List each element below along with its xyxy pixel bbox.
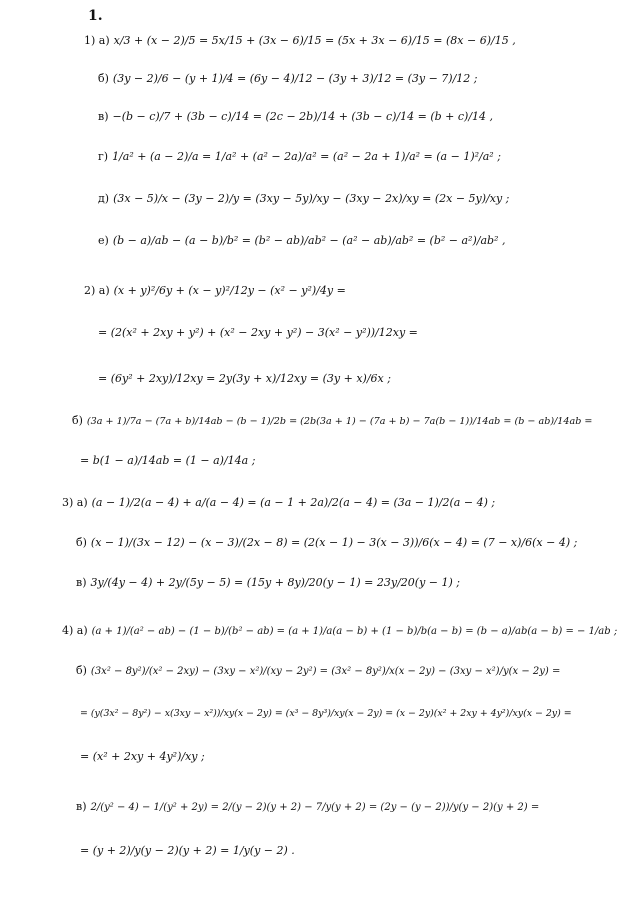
line-text: (a − 1)/2(a − 4) + a/(a − 4) = (a − 1 + 2a)/2(a − 4) = (3a − 1)/2(a − 4) ; bbox=[91, 496, 496, 509]
line-3b bbox=[76, 536, 577, 550]
line-text: = (x² + 2xy + 4y²)/xy ; bbox=[80, 750, 205, 763]
line-text: = (2(x² + 2xy + y²) + (x² − 2xy + y²) − 3(x² − y²))/12xy = bbox=[98, 326, 418, 339]
line-label: 1) а) bbox=[84, 34, 110, 47]
line-2a-cont2 bbox=[98, 372, 391, 386]
line-text: (3y − 2)/6 − (y + 1)/4 = (6y − 4)/12 − (3y + 3)/12 = (3y − 7)/12 ; bbox=[112, 72, 478, 85]
line-text: (x + y)²/6y + (x − y)²/12y − (x² − y²)/4y = bbox=[113, 284, 346, 297]
line-4a bbox=[62, 624, 617, 639]
line-4b-cont1 bbox=[80, 706, 572, 721]
line-text: (3a + 1)/7a − (7a + b)/14ab − (b − 1)/2b = (2b(3a + 1) − (7a + b) − 7a(b − 1))/14ab = (b − ab)/14ab = bbox=[86, 416, 593, 427]
line-label: 3) а) bbox=[62, 496, 88, 509]
line-label: г) bbox=[98, 150, 109, 163]
line-3v bbox=[76, 576, 460, 590]
line-1g bbox=[98, 150, 501, 164]
line-text: = (y + 2)/y(y − 2)(y + 2) = 1/y(y − 2) . bbox=[80, 844, 295, 857]
line-1e bbox=[98, 234, 505, 248]
line-text: = b(1 − a)/14ab = (1 − a)/14a ; bbox=[80, 454, 256, 467]
line-label: 4) а) bbox=[62, 624, 88, 637]
line-label: б) bbox=[72, 414, 83, 427]
line-text: −(b − c)/7 + (3b − c)/14 = (2c − 2b)/14 + (3b − c)/14 = (b + c)/14 , bbox=[112, 110, 494, 123]
line-4b bbox=[76, 664, 560, 679]
line-text: = (6y² + 2xy)/12xy = 2y(3y + x)/12xy = (3y + x)/6x ; bbox=[98, 372, 391, 385]
line-2a bbox=[84, 284, 346, 298]
line-2a-cont1 bbox=[98, 326, 418, 340]
line-1v bbox=[98, 110, 493, 124]
line-2b-cont bbox=[80, 454, 255, 468]
line-2b bbox=[72, 414, 592, 429]
exercise-number: 1. bbox=[88, 8, 103, 24]
line-label: б) bbox=[76, 664, 87, 677]
line-4v bbox=[76, 800, 539, 815]
line-text: (x − 1)/(3x − 12) − (x − 3)/(2x − 8) = (2(x − 1) − 3(x − 3))/6(x − 4) = (7 − x)/6(x − 4) ; bbox=[90, 536, 578, 549]
line-4v-cont bbox=[80, 844, 295, 858]
line-3a bbox=[62, 496, 495, 510]
line-4b-cont2 bbox=[80, 750, 205, 764]
line-label: 2) а) bbox=[84, 284, 110, 297]
line-text: 2/(y² − 4) − 1/(y² + 2y) = 2/(y − 2)(y + 2) − 7/y(y + 2) = (2y − (y − 2))/y(y − 2)(y + 2) = bbox=[90, 802, 540, 813]
line-label: д) bbox=[98, 192, 110, 205]
line-label: в) bbox=[98, 110, 109, 123]
line-label: в) bbox=[76, 576, 87, 589]
line-label: б) bbox=[98, 72, 109, 85]
line-text: 3y/(4y − 4) + 2y/(5y − 5) = (15y + 8y)/20(y − 1) = 23y/20(y − 1) ; bbox=[90, 576, 461, 589]
line-text: (3x² − 8y²)/(x² − 2xy) − (3xy − x²)/(xy − 2y²) = (3x² − 8y²)/x(x − 2y) − (3xy − x²)/y(x − 2y) = bbox=[90, 666, 561, 677]
line-1b bbox=[98, 72, 478, 86]
line-text: = (y(3x² − 8y²) − x(3xy − x²))/xy(x − 2y) = (x³ − 8y³)/xy(x − 2y) = (x − 2y)(x² + 2xy + 4y²)/xy(x − 2y) = bbox=[80, 708, 572, 719]
line-1d bbox=[98, 192, 509, 206]
line-text: (b − a)/ab − (a − b)/b² = (b² − ab)/ab² − (a² − ab)/ab² = (b² − a²)/ab² , bbox=[112, 234, 506, 247]
line-text: (a + 1)/(a² − ab) − (1 − b)/(b² − ab) = (a + 1)/a(a − b) + (1 − b)/b(a − b) = (b − a)/ab(a − b) = − 1/ab ; bbox=[91, 626, 617, 637]
line-text: (3x − 5)/x − (3y − 2)/y = (3xy − 5y)/xy − (3xy − 2x)/xy = (2x − 5y)/xy ; bbox=[113, 192, 510, 205]
line-text: x/3 + (x − 2)/5 = 5x/15 + (3x − 6)/15 = (5x + 3x − 6)/15 = (8x − 6)/15 , bbox=[113, 34, 516, 47]
line-text: 1/a² + (a − 2)/a = 1/a² + (a² − 2a)/a² = (a² − 2a + 1)/a² = (a − 1)²/a² ; bbox=[112, 150, 501, 163]
line-label: б) bbox=[76, 536, 87, 549]
line-label: е) bbox=[98, 234, 109, 247]
line-label: в) bbox=[76, 800, 87, 813]
line-1a bbox=[84, 34, 516, 48]
